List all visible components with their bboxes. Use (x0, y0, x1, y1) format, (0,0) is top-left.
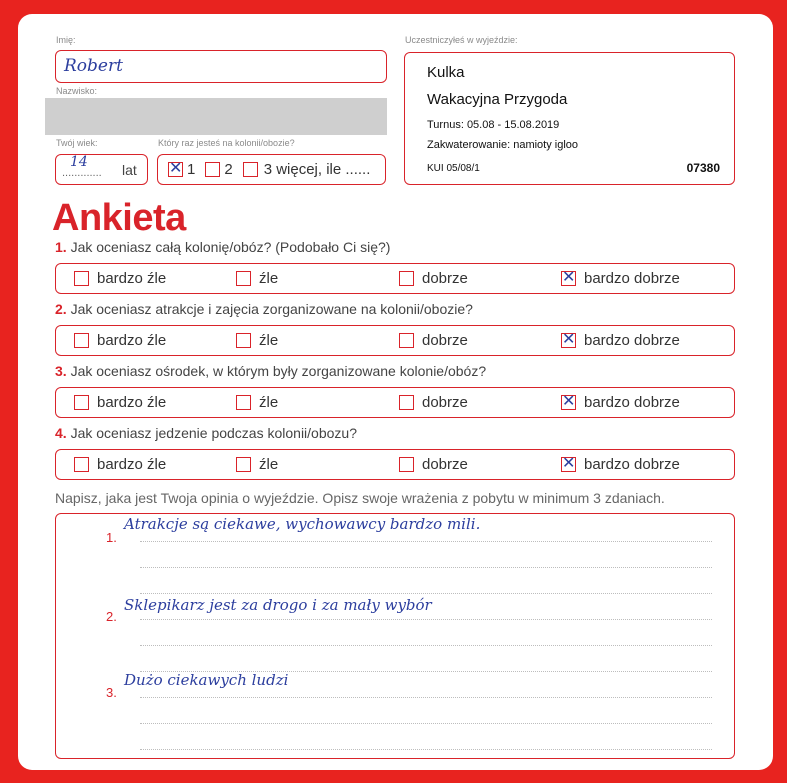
question-2 (55, 301, 473, 317)
question-3-options (55, 387, 735, 418)
check-mark-icon: ✕ (562, 329, 576, 348)
q1-option-4-checkbox[interactable] (561, 267, 576, 286)
q4-option-2-checkbox[interactable] (236, 457, 251, 472)
camp-count-option-3-checkbox[interactable] (243, 162, 258, 177)
question-1-text: Jak oceniasz całą kolonię/obóz? (Podobało Ci się?) (70, 239, 391, 255)
question-4-options (55, 449, 735, 480)
q1-option-4: bardzo dobrze (584, 270, 680, 287)
q1-option-3: dobrze (422, 270, 468, 287)
check-mark-icon: ✕ (169, 158, 183, 177)
q4-option-1-checkbox[interactable] (74, 457, 89, 472)
question-3-number: 3. (55, 363, 67, 379)
answer-line (140, 541, 712, 542)
first-name-field[interactable] (55, 50, 387, 83)
question-2-options (55, 325, 735, 356)
survey-page (18, 14, 773, 770)
question-4 (55, 425, 357, 441)
q1-option-3-checkbox[interactable] (399, 271, 414, 286)
q3-option-1: bardzo źle (97, 394, 167, 411)
q2-option-4: bardzo dobrze (584, 332, 680, 349)
question-4-number: 4. (55, 425, 67, 441)
q4-option-1: bardzo źle (97, 456, 167, 473)
answer-1-number: 1. (106, 530, 117, 545)
camp-count-option-3: 3 więcej, ile ...... (263, 161, 371, 178)
question-3-text: Jak oceniasz ośrodek, w którym były zorganizowane kolonie/obóz? (70, 363, 487, 379)
answer-line (140, 697, 712, 698)
q2-option-2: źle (259, 332, 279, 349)
camp-count-option-1-checkbox[interactable] (168, 158, 183, 177)
question-4-text: Jak oceniasz jedzenie podczas kolonii/obozu? (70, 425, 357, 441)
opinion-instruction: Napisz, jaka jest Twoja opinia o wyjeździe. Opisz swoje wrażenia z pobytu w minimum 3 zdaniach. (55, 490, 665, 506)
trip-turnus: Turnus: 05.08 - 15.08.2019 (427, 119, 560, 131)
question-3 (55, 363, 486, 379)
q1-option-1-checkbox[interactable] (74, 271, 89, 286)
question-1-options (55, 263, 735, 294)
q1-option-2: źle (259, 270, 279, 287)
q3-option-2: źle (259, 394, 279, 411)
answer-2-text: Sklepikarz jest za drogo i za mały wybór (124, 596, 432, 614)
q4-option-4-checkbox[interactable] (561, 453, 576, 472)
age-field[interactable]: ............. 14 lat (55, 154, 148, 185)
trip-accommodation: Zakwaterowanie: namioty igloo (427, 139, 579, 151)
age-label: Twój wiek: (56, 138, 98, 148)
check-mark-icon: ✕ (562, 391, 576, 410)
first-name-value: Robert (64, 56, 123, 76)
page-title: Ankieta (52, 197, 186, 239)
age-value: 14 (70, 154, 88, 170)
trip-name: Wakacyjna Przygoda (427, 91, 568, 108)
q3-option-3: dobrze (422, 394, 468, 411)
check-mark-icon: ✕ (562, 453, 576, 472)
answer-line (140, 723, 712, 724)
answer-2-number: 2. (106, 609, 117, 624)
age-unit: lat (122, 162, 137, 178)
question-2-number: 2. (55, 301, 67, 317)
answer-line (140, 567, 712, 568)
trip-info-box (404, 52, 735, 185)
q3-option-4: bardzo dobrze (584, 394, 680, 411)
q3-option-2-checkbox[interactable] (236, 395, 251, 410)
camp-count-label: Który raz jesteś na kolonii/obozie? (158, 138, 295, 148)
q4-option-2: źle (259, 456, 279, 473)
q1-option-1: bardzo źle (97, 270, 167, 287)
q4-option-4: bardzo dobrze (584, 456, 680, 473)
redacted-last-name (45, 98, 387, 135)
answer-line (140, 593, 712, 594)
question-1-number: 1. (55, 239, 67, 255)
q2-option-2-checkbox[interactable] (236, 333, 251, 348)
trip-org: Kulka (427, 64, 465, 81)
camp-count-field (157, 154, 386, 185)
q3-option-3-checkbox[interactable] (399, 395, 414, 410)
participant-label: Uczestniczyłeś w wyjeździe: (405, 35, 518, 45)
q4-option-3-checkbox[interactable] (399, 457, 414, 472)
first-name-label: Imię: (56, 35, 76, 45)
answer-line (140, 645, 712, 646)
camp-count-option-1: 1 (187, 161, 196, 178)
check-mark-icon: ✕ (562, 267, 576, 286)
opinion-box[interactable] (55, 513, 735, 759)
trip-code: KUI 05/08/1 (427, 163, 480, 174)
trip-number: 07380 (686, 161, 720, 175)
q2-option-1: bardzo źle (97, 332, 167, 349)
question-2-text: Jak oceniasz atrakcje i zajęcia zorganizowane na kolonii/obozie? (70, 301, 473, 317)
q4-option-3: dobrze (422, 456, 468, 473)
q1-option-2-checkbox[interactable] (236, 271, 251, 286)
answer-3-text: Dużo ciekawych ludzi (124, 671, 289, 689)
q2-option-4-checkbox[interactable] (561, 329, 576, 348)
answer-line (140, 619, 712, 620)
camp-count-option-2: 2 (224, 161, 233, 178)
answer-1-text: Atrakcje są ciekawe, wychowawcy bardzo mili. (124, 515, 481, 533)
q2-option-3-checkbox[interactable] (399, 333, 414, 348)
q2-option-3: dobrze (422, 332, 468, 349)
answer-3-number: 3. (106, 685, 117, 700)
q3-option-4-checkbox[interactable] (561, 391, 576, 410)
q2-option-1-checkbox[interactable] (74, 333, 89, 348)
answer-line (140, 749, 712, 750)
question-1 (55, 239, 390, 255)
q3-option-1-checkbox[interactable] (74, 395, 89, 410)
camp-count-option-2-checkbox[interactable] (205, 162, 220, 177)
last-name-label: Nazwisko: (56, 86, 98, 96)
